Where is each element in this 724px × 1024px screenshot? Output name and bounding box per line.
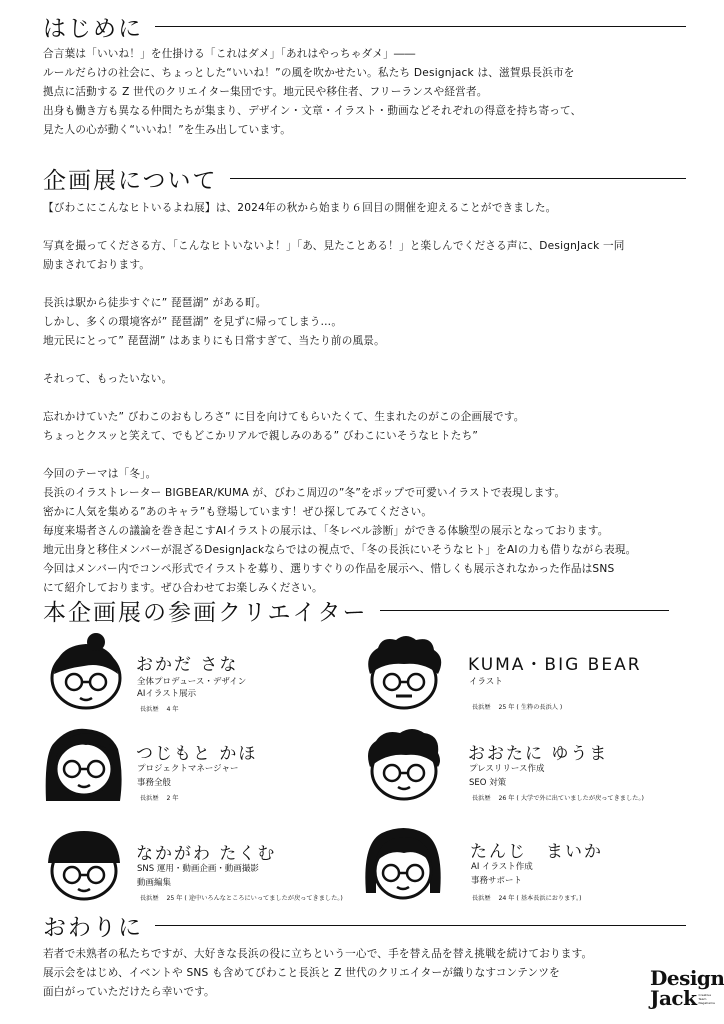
about-body bbox=[43, 199, 693, 598]
about-line bbox=[43, 389, 693, 408]
intro-heading bbox=[43, 10, 686, 43]
closing-line: 展示会をはじめ、イベントや SNS も含めてびわこと長浜と Z 世代のクリエイターが織りなすコンテンツを bbox=[43, 967, 560, 979]
intro-line: 合言葉は「いいね！」を仕掛ける「これはダメ」「あれはやっちゃダメ」―― bbox=[43, 48, 416, 60]
creator-name: つじもと かほ bbox=[136, 744, 258, 764]
creator-role: SEO 対策 bbox=[469, 778, 507, 788]
about-line: にて紹介しております。ぜひ合わせてお楽しみください。 bbox=[43, 582, 323, 594]
intro-body bbox=[43, 45, 693, 140]
heading-rule bbox=[155, 26, 686, 28]
creator-name: おかだ さな bbox=[136, 655, 239, 675]
heading-rule bbox=[155, 925, 686, 927]
logo-line1: Design bbox=[650, 966, 724, 990]
about-line: 忘れかけていた” びわこのおもしろさ” に目を向けてもらいたくて、生まれたのがこの企画展です。 bbox=[43, 411, 525, 423]
about-line bbox=[43, 218, 693, 237]
about-line: しかし、多くの環境客が” 琵琶湖” を見ずに帰ってしまう…。 bbox=[43, 316, 343, 328]
creators-heading-text: 本企画展の参画クリエイター bbox=[43, 600, 368, 626]
creator-role: プロジェクトマネージャー bbox=[137, 764, 239, 774]
about-line bbox=[43, 275, 693, 294]
creator-name: なかがわ たくむ bbox=[136, 844, 277, 864]
about-line: ちょっとクスッと笑えて、でもどこかリアルで親しみのある” びわこにいそうなヒトたち” bbox=[43, 430, 479, 442]
closing-heading-text: おわりに bbox=[43, 915, 143, 941]
creator-role: イラスト bbox=[469, 677, 503, 687]
creator-role: 全体プロデュース・デザイン bbox=[137, 677, 247, 687]
creator-tenure: 長浜歴 2 年 bbox=[140, 795, 179, 802]
creators-heading bbox=[43, 594, 669, 627]
face-longhair-icon bbox=[40, 723, 124, 803]
creator-tenure: 長浜歴 25 年 ( 途中いろんなところにいってましたが戻ってきました。) bbox=[140, 895, 343, 902]
intro-line: 出身も働き方も異なる仲間たちが集まり、デザイン・文章・イラスト・動画などそれぞれの得意を持ち寄って、 bbox=[43, 105, 582, 117]
designjack-logo bbox=[650, 966, 724, 1012]
intro-line: 見た人の心が動く“いいね！”を生み出しています。 bbox=[43, 124, 291, 136]
about-line: 写真を撮ってくださる方、「こんなヒトいないよ！」「あ、見たことある！」と楽しんでくださる声に、DesignJack 一同 bbox=[43, 240, 625, 252]
closing-line: 若者で未熟者の私たちですが、大好きな長浜の役に立ちという一心で、手を替え品を替え挑戦を続けております。 bbox=[43, 948, 593, 960]
intro-line: 拠点に活動する Z 世代のクリエイター集団です。地元民や移住者、フリーランスや経営者。 bbox=[43, 86, 488, 98]
closing-body bbox=[43, 945, 693, 1002]
about-line: 長浜のイラストレーター BIGBEAR/KUMA が、びわこ周辺の”冬”をポップで可愛いイラストで表現します。 bbox=[43, 487, 566, 499]
creator-name: たんじ まいか bbox=[470, 842, 603, 862]
about-line: それって、もったいない。 bbox=[43, 373, 173, 385]
face-bun-icon bbox=[40, 632, 124, 712]
face-curly-icon bbox=[360, 632, 444, 712]
heading-rule bbox=[380, 610, 669, 612]
creator-tenure: 長浜歴 26 年 ( 大学で外に出ていましたが戻ってきました。) bbox=[472, 795, 644, 802]
about-heading bbox=[43, 162, 686, 195]
logo-line2: Jack bbox=[650, 986, 697, 1010]
closing-line: 面白がっていただけたら幸いです。 bbox=[43, 986, 215, 998]
creator-name: おおたに ゆうま bbox=[468, 744, 609, 764]
creator-name: KUMA・BIG BEAR bbox=[468, 655, 642, 675]
about-line: 励まされております。 bbox=[43, 259, 151, 271]
heading-rule bbox=[230, 178, 686, 180]
face-wavy-icon bbox=[360, 723, 444, 803]
creator-role: 事務全般 bbox=[137, 778, 172, 788]
intro-heading-text: はじめに bbox=[43, 16, 143, 42]
face-bowlcut-icon bbox=[40, 823, 124, 903]
logo-row2 bbox=[650, 986, 715, 1010]
about-heading-text: 企画展について bbox=[43, 168, 218, 194]
about-line: 長浜は駅から徒歩すぐに” 琵琶湖” がある町。 bbox=[43, 297, 267, 309]
closing-heading bbox=[43, 909, 686, 942]
creator-role: プレスリリース作成 bbox=[469, 764, 545, 774]
creator-tenure: 長浜歴 4 年 bbox=[140, 706, 179, 713]
about-line: 毎度来場者さんの議論を巻き起こすAIイラストの展示は、「冬レベル診断」ができる体験型の展示となっております。 bbox=[43, 525, 609, 537]
about-line bbox=[43, 351, 693, 370]
about-line: 地元民にとって” 琵琶湖” はあまりにも日常すぎて、当たり前の風景。 bbox=[43, 335, 385, 347]
about-line: 地元出身と移住メンバーが混ざるDesignJackならではの視点で、「冬の長浜にいそうなヒト」をAIの力も借りながら表現。 bbox=[43, 544, 637, 556]
creator-role: 動画編集 bbox=[137, 878, 172, 888]
about-line: 【びわこにこんなヒトいるよね展】は、2024年の秋から始まり６回目の開催を迎えることができました。 bbox=[43, 202, 557, 214]
face-bob-icon bbox=[360, 823, 444, 903]
logo-tagline: Creative Team Nagahama bbox=[698, 993, 715, 1005]
about-line: 今回のテーマは「冬」。 bbox=[43, 468, 157, 480]
creator-role: AIイラスト展示 bbox=[137, 689, 197, 699]
creator-role: AI イラスト作成 bbox=[471, 862, 533, 872]
creator-role: 事務サポート bbox=[471, 876, 523, 886]
intro-line: ルールだらけの社会に、ちょっとした“いいね！”の風を吹かせたい。私たち Designjack は、滋賀県長浜市を bbox=[43, 67, 575, 79]
creator-tenure: 長浜歴 24 年 ( 基本長浜におります。) bbox=[472, 895, 582, 902]
creator-role: SNS 運用・動画企画・動画撮影 bbox=[137, 864, 259, 874]
creator-tenure: 長浜歴 25 年 ( 生粋の長浜人 ) bbox=[472, 704, 563, 711]
about-line bbox=[43, 446, 693, 465]
about-line: 密かに人気を集める”あのキャラ”も登場しています！ぜひ探してみてください。 bbox=[43, 506, 433, 518]
about-line: 今回はメンバー内でコンペ形式でイラストを募り、選りすぐりの作品を展示へ、惜しくも展示されなかった作品はSNS bbox=[43, 563, 615, 575]
